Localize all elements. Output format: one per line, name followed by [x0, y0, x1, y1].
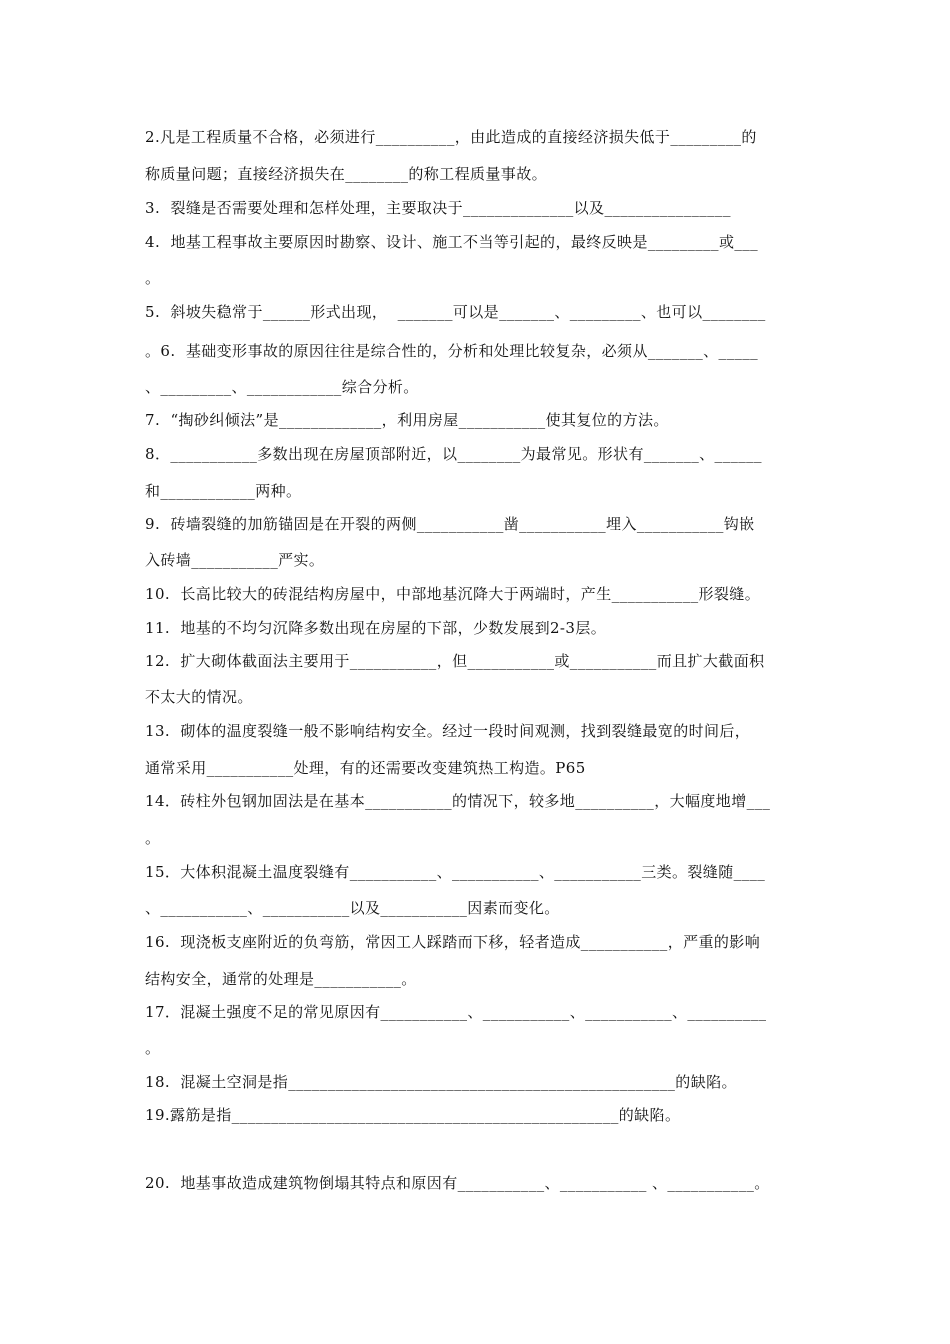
text-line: 入砖墙___________严实。 — [145, 551, 325, 569]
text-line: 18. 混凝土空洞是指_________________________________________________的缺陷。 — [145, 1073, 737, 1091]
text-line: 。 — [145, 829, 161, 847]
text-line: 5. 斜坡失稳常于______形式出现， _______可以是_______、_________、也可以________ — [145, 303, 766, 321]
text-line: 通常采用___________处理，有的还需要改变建筑热工构造。P65 — [145, 759, 586, 777]
text-line: 16. 现浇板支座附近的负弯筋，常因工人踩踏而下移，轻者造成___________，严重的影响 — [145, 933, 761, 951]
text-line: 。 — [145, 1039, 161, 1057]
text-line: 。6. 基础变形事故的原因往往是综合性的，分析和处理比较复杂，必须从_______、_____ — [145, 342, 759, 360]
text-line: 9. 砖墙裂缝的加筋锚固是在开裂的两侧___________凿___________埋入___________钩嵌 — [145, 515, 755, 533]
text-line: 17．混凝土强度不足的常见原因有___________、___________、___________、__________ — [145, 1003, 767, 1021]
text-line: 15．大体积混凝土温度裂缝有___________、___________、___________三类。裂缝随____ — [145, 863, 766, 881]
text-line: 14．砖柱外包钢加固法是在基本___________的情况下，较多地__________，大幅度地增___ — [145, 792, 771, 810]
text-line: 。 — [145, 269, 161, 287]
text-line: 、___________、___________以及___________因素而变化。 — [145, 899, 560, 917]
text-line: 不太大的情况。 — [145, 688, 253, 706]
text-line: 12. 扩大砌体截面法主要用于___________，但___________或___________而且扩大截面积 — [145, 652, 765, 670]
text-line: 4. 地基工程事故主要原因时勘察、设计、施工不当等引起的，最终反映是_________或___ — [145, 233, 759, 251]
text-line: 19.露筋是指_________________________________________________的缺陷。 — [145, 1106, 681, 1124]
text-line: 8．___________多数出现在房屋顶部附近，以________为最常见。形状有_______、______ — [145, 445, 762, 463]
text-line: 20. 地基事故造成建筑物倒塌其特点和原因有___________、___________ 、___________。 — [145, 1174, 770, 1192]
text-line: 称质量问题；直接经济损失在________的称工程质量事故。 — [145, 165, 548, 183]
text-line: 结构安全，通常的处理是___________。 — [145, 970, 417, 988]
text-line: 11. 地基的不均匀沉降多数出现在房屋的下部，少数发展到2-3层。 — [145, 619, 607, 637]
text-line: 和____________两种。 — [145, 482, 302, 500]
text-line: 2.凡是工程质量不合格，必须进行__________，由此造成的直接经济损失低于_________的 — [145, 128, 757, 146]
text-line: 、_________、____________综合分析。 — [145, 378, 419, 396]
text-line: 13. 砌体的温度裂缝一般不影响结构安全。经过一段时间观测，找到裂缝最宽的时间后， — [145, 722, 751, 740]
text-line: 3. 裂缝是否需要处理和怎样处理，主要取决于______________以及________________ — [145, 199, 731, 217]
text-line: 10. 长高比较大的砖混结构房屋中，中部地基沉降大于两端时，产生___________形裂缝。 — [145, 585, 761, 603]
text-line: 7. “掏砂纠倾法”是_____________，利用房屋___________使其复位的方法。 — [145, 411, 669, 429]
